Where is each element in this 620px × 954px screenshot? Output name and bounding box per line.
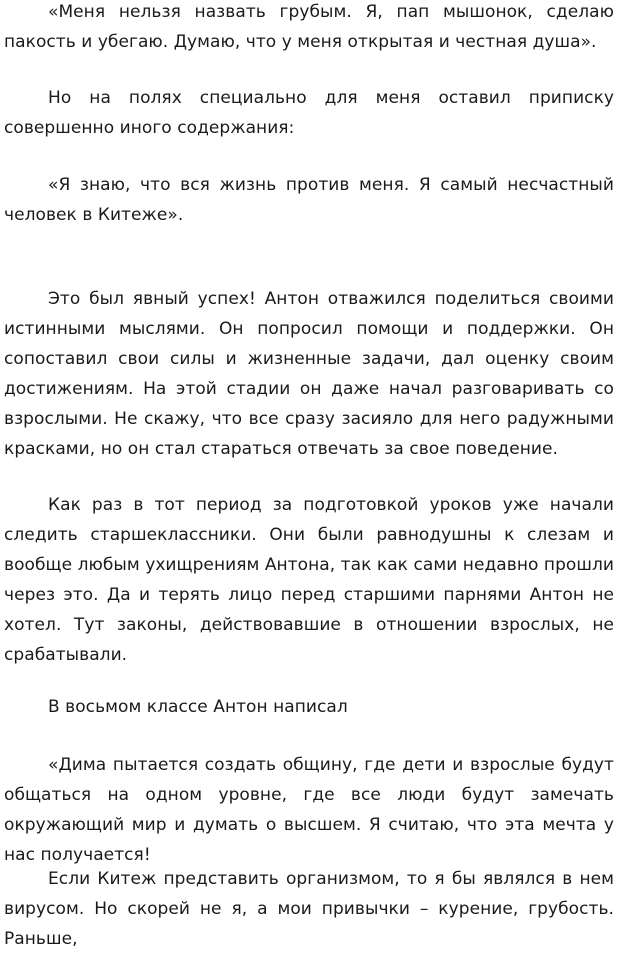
paragraph-quote-rudeness: «Меня нельзя назвать грубым. Я, пап мышонок, сделаю пакость и убегаю. Думаю, что у меня открытая и честная душа». bbox=[4, 2, 614, 52]
paragraph-quote-community: «Дима пытается создать общину, где дети и взрослые будут общаться на одном уровне, где все люди будут замечать окружающий мир и думать о высшем. Я считаю, что эта мечта у нас получается! bbox=[4, 755, 614, 865]
paragraph-eighth-grade: В восьмом классе Антон написал bbox=[48, 697, 348, 717]
paragraph-virus: Если Китеж представить организмом, то я бы являлся в нем вирусом. Но скорей не я, а мои привычки – курение, грубость. Раньше, bbox=[4, 869, 614, 949]
paragraph-quote-unhappy: «Я знаю, что вся жизнь против меня. Я самый несчастный человек в Китеже». bbox=[4, 175, 614, 225]
paragraph-success: Это был явный успех! Антон отважился поделиться своими истинными мыслями. Он попросил помощи и поддержки. Он сопоставил свои силы и жизненные задачи, дал оценку своим достижениям. На этой стадии он даже начал разговаривать со взрослыми. Не скажу, что все сразу засияло для него радужными красками, но он стал стараться отвечать за свое поведение. bbox=[4, 289, 614, 459]
paragraph-margin-note: Но на полях специально для меня оставил приписку совершенно иного содержания: bbox=[4, 88, 614, 138]
paragraph-senior-students: Как раз в тот период за подготовкой уроков уже начали следить старшеклассники. Они были равнодушны к слезам и вообще любым ухищрениям Антона, так как сами недавно прошли через это. Да и терять лицо перед старшими парнями Антон не хотел. Тут законы, действовавшие в отношении взрослых, не срабатывали. bbox=[4, 495, 614, 665]
